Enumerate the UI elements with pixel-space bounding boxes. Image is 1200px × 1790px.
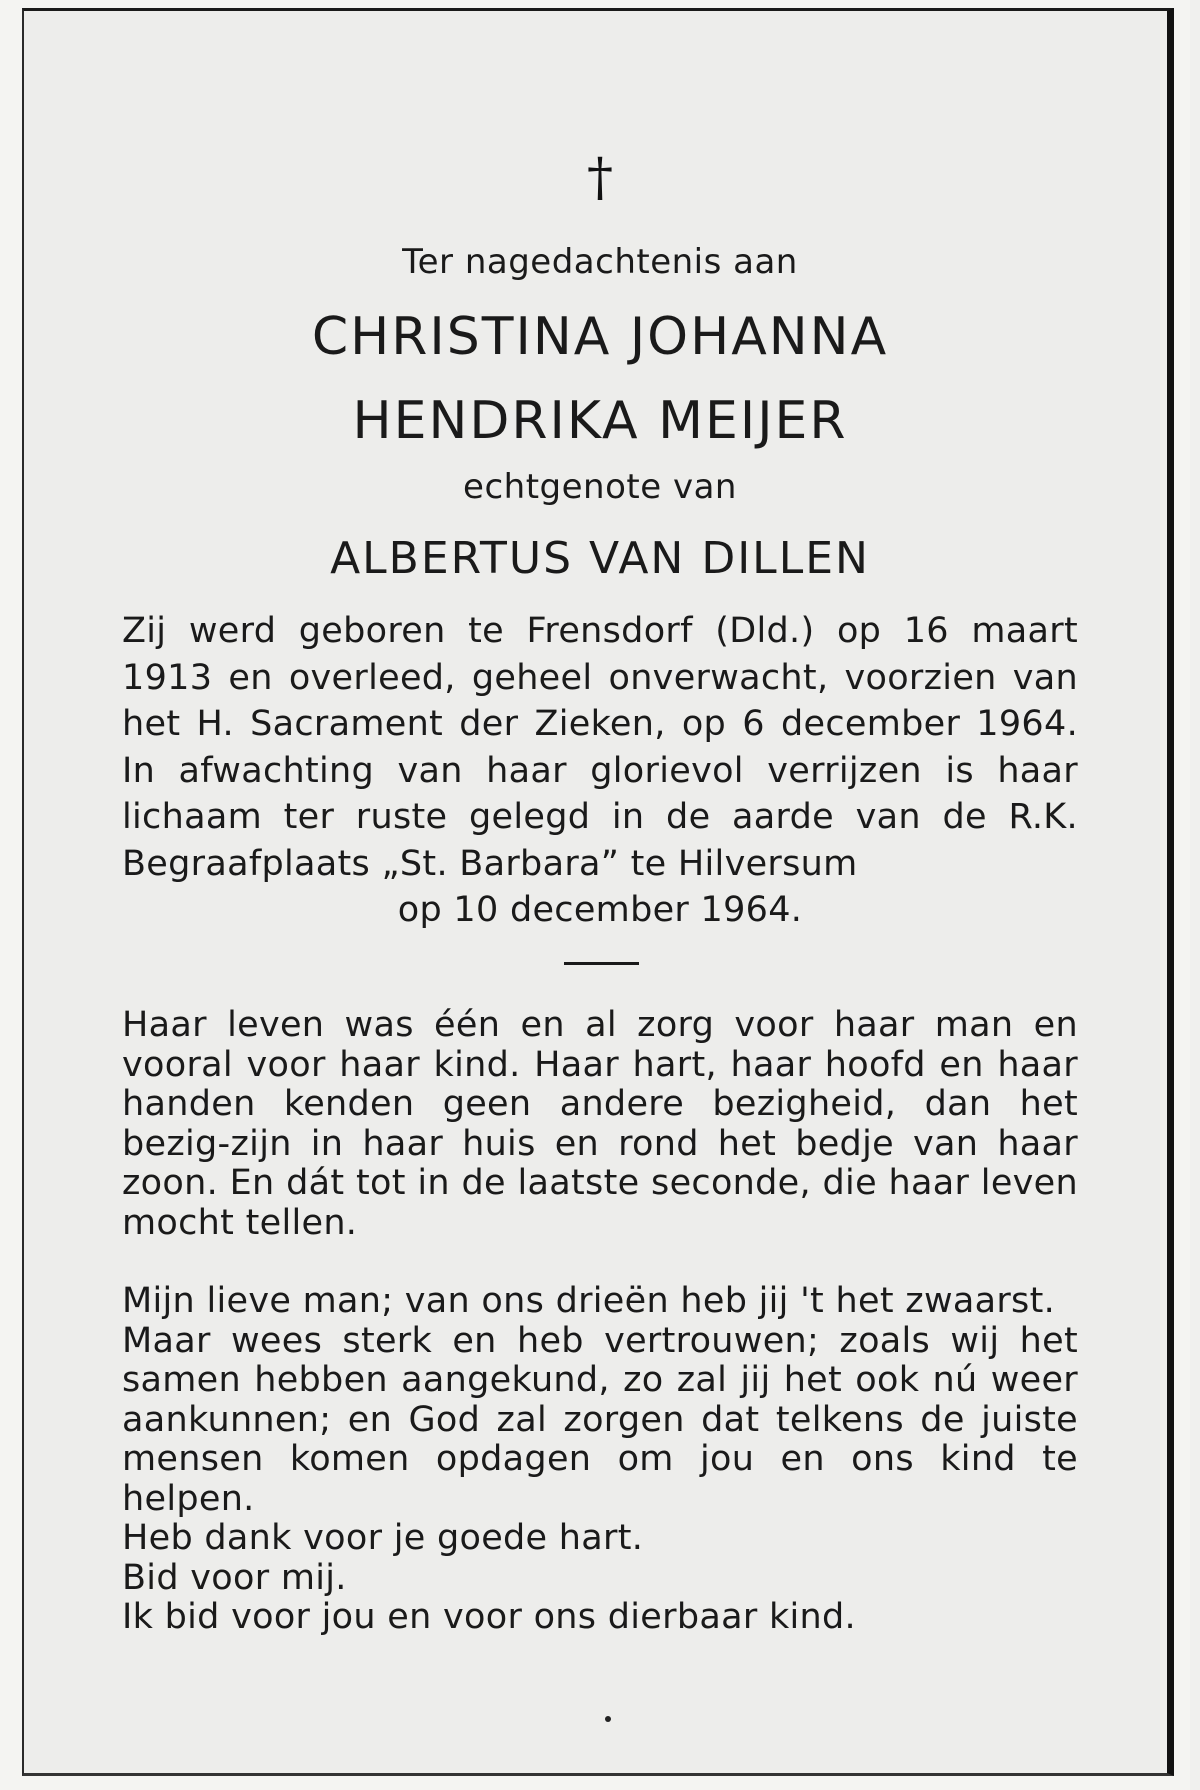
biography-text: Zij werd geboren te Frensdorf (Dld.) op 16 maart 1913 en overleed, geheel onverwacht, voorzien van het H. Sacrament der Zieken, op 6 december 1964. In afwachting van haar glorievol verrijzen is haar lichaam ter ruste gelegd in de aarde van de R.K. Begraafplaats „St. Barbara” te Hilversum [122,611,1078,884]
farewell-body: Maar wees sterk en heb vertrouwen; zoals wij het samen hebben aangekund, zo zal jij het ook nú weer aankunnen; en God zal zorgen dat telkens de juiste mensen komen opdagen om jou en ons kind te helpen. [122,1320,1078,1519]
farewell-paragraph [122,1282,1078,1638]
spouse-name: ALBERTUS VAN DILLEN [330,533,870,584]
closing-line-1: Heb dank voor je goede hart. [122,1518,644,1558]
tribute-paragraph: Haar leven was één en al zorg voor haar man en vooral voor haar kind. Haar hart, haar hoofd en haar handen kenden geen andere bezigheid, dan het bezig-zijn in haar huis en rond het bedje van haar zoon. En dát tot in de laatste seconde, die haar leven mocht tellen. [122,1005,1078,1243]
farewell-intro: Mijn lieve man; van ons drieën heb jij 't het zwaarst. [122,1281,1056,1321]
deceased-name-line1: CHRISTINA JOHANNA [311,307,889,367]
scan-edge [1190,0,1200,1790]
deceased-name-line2: HENDRIKA MEIJER [352,391,848,451]
closing-line-2: Bid voor mij. [122,1557,347,1598]
biography-last-line: op 10 december 1964. [397,890,803,930]
spouse-intro-text: echtgenote van [463,467,737,507]
printer-dot [605,1716,611,1722]
closing-line-3: Ik bid voor jou en voor ons dierbaar kind. [122,1597,856,1637]
biography [122,608,1078,934]
cross-icon: † [587,148,613,208]
intro-text: Ter nagedachtenis aan [402,242,798,282]
divider [564,962,639,965]
